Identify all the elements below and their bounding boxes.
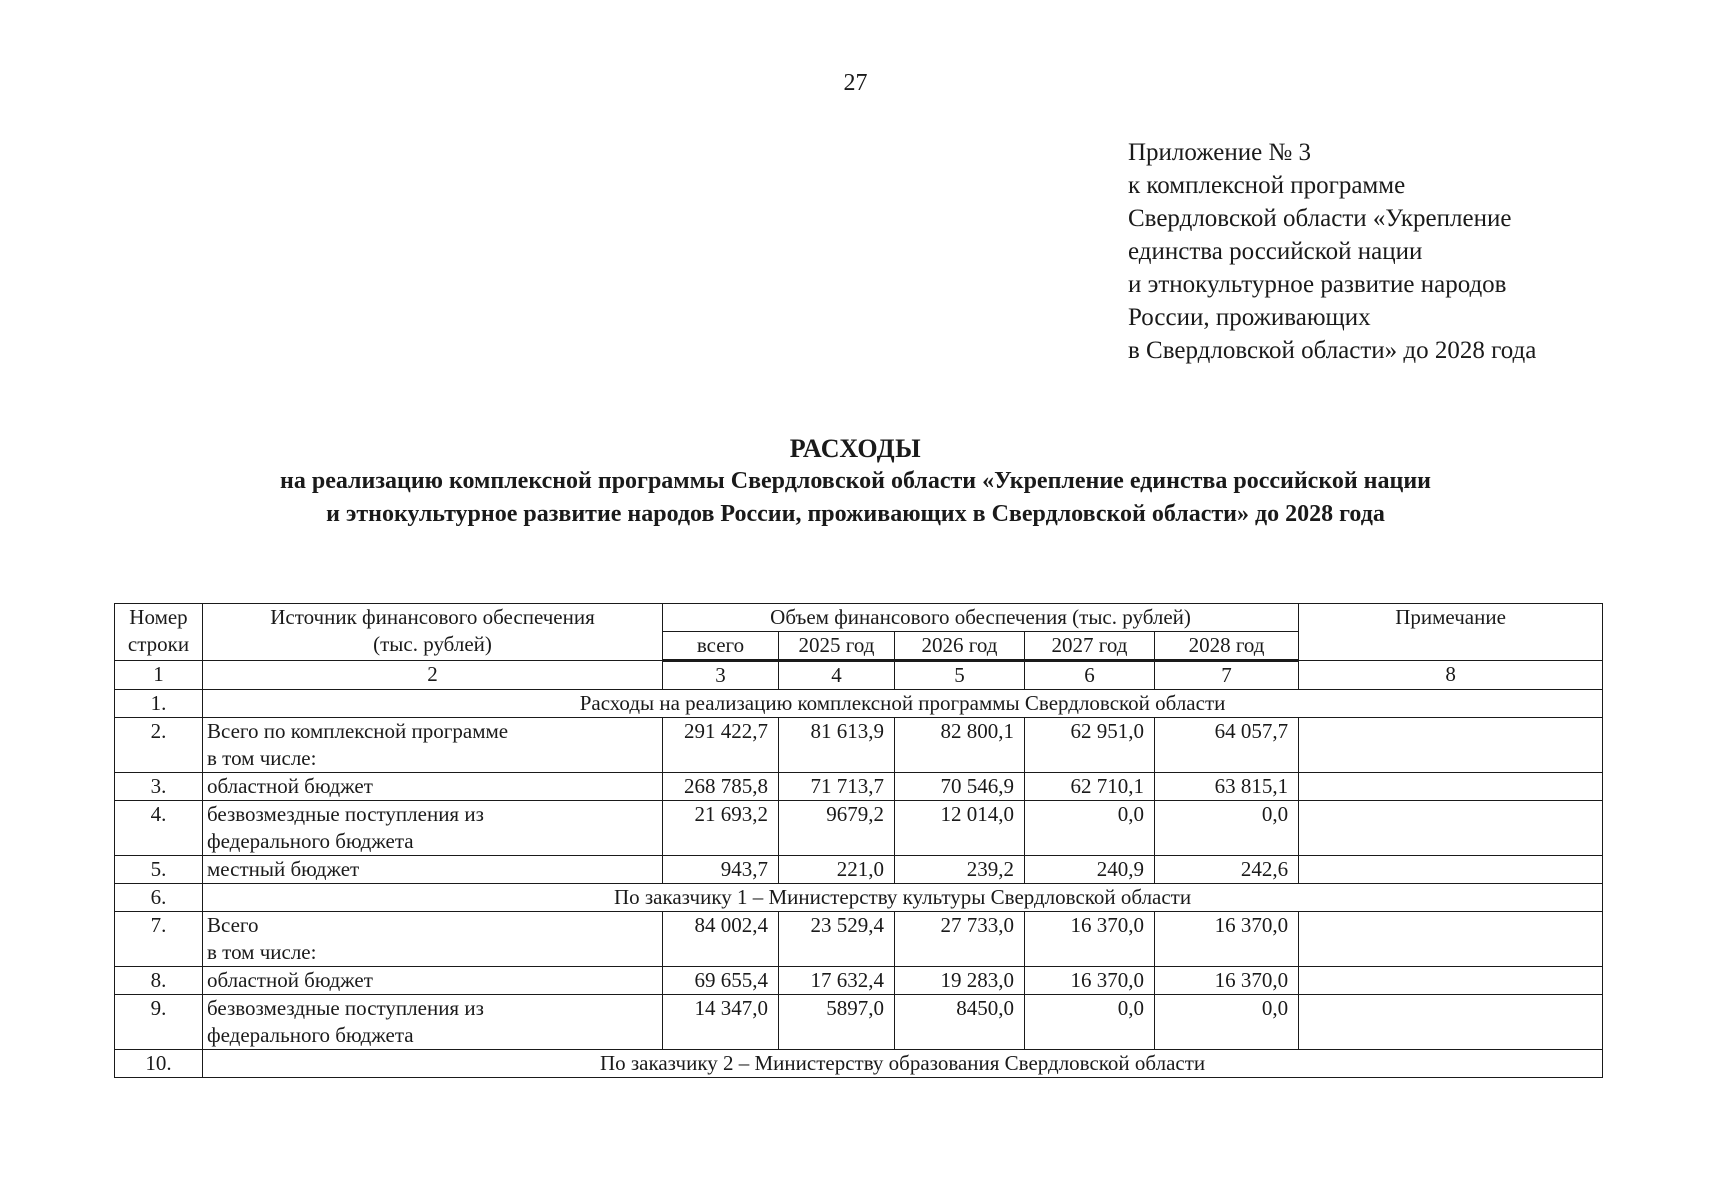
header-volume: Объем финансового обеспечения (тыс. рублей) [663, 604, 1299, 632]
document-title [0, 432, 1711, 531]
section-title: По заказчику 2 – Министерству образования Свердловской области [203, 1050, 1603, 1078]
table-row [115, 801, 1603, 856]
source-line: федерального бюджета [207, 829, 414, 853]
note-cell [1299, 773, 1603, 801]
note-cell [1299, 801, 1603, 856]
note-cell [1299, 718, 1603, 773]
header-note: Примечание [1299, 604, 1603, 661]
value-y2026: 239,2 [895, 856, 1025, 884]
appendix-line: в Свердловской области» до 2028 года [1128, 337, 1537, 364]
header-row-number: Номер строки [115, 604, 203, 661]
row-number: 10. [115, 1050, 203, 1078]
source-line: безвозмездные поступления из [207, 802, 484, 826]
source-line: в том числе: [207, 746, 317, 770]
value-y2028: 16 370,0 [1155, 912, 1299, 967]
source-line: областной бюджет [207, 968, 373, 992]
note-cell [1299, 995, 1603, 1050]
source-line: Всего по комплексной программе [207, 719, 509, 743]
appendix-line: Приложение № 3 [1128, 139, 1312, 166]
section-row [115, 1050, 1603, 1078]
value-y2025: 81 613,9 [779, 718, 895, 773]
value-y2025: 17 632,4 [779, 967, 895, 995]
source-cell [203, 995, 663, 1050]
value-y2025: 221,0 [779, 856, 895, 884]
value-y2026: 27 733,0 [895, 912, 1025, 967]
source-cell [203, 801, 663, 856]
note-cell [1299, 967, 1603, 995]
source-cell [203, 773, 663, 801]
header-row [115, 604, 1603, 632]
header-2025: 2025 год [779, 632, 895, 661]
value-total: 69 655,4 [663, 967, 779, 995]
column-number: 8 [1299, 661, 1603, 690]
row-number: 5. [115, 856, 203, 884]
header-total: всего [663, 632, 779, 661]
source-cell [203, 967, 663, 995]
note-cell [1299, 912, 1603, 967]
row-number: 6. [115, 884, 203, 912]
page-number: 27 [843, 70, 868, 96]
value-total: 84 002,4 [663, 912, 779, 967]
value-y2028: 64 057,7 [1155, 718, 1299, 773]
column-numbers-row [115, 661, 1603, 690]
header-source: Источник финансового обеспечения (тыс. рублей) [203, 604, 663, 661]
value-y2026: 8450,0 [895, 995, 1025, 1050]
column-number: 4 [779, 661, 895, 690]
table-row [115, 856, 1603, 884]
source-cell [203, 856, 663, 884]
section-title: По заказчику 1 – Министерству культуры Свердловской области [203, 884, 1603, 912]
table-row [115, 773, 1603, 801]
title-line: на реализацию комплексной программы Свердловской области «Укрепление единства российской нации [280, 468, 1431, 494]
value-y2027: 0,0 [1025, 801, 1155, 856]
value-total: 21 693,2 [663, 801, 779, 856]
value-y2026: 70 546,9 [895, 773, 1025, 801]
section-title: Расходы на реализацию комплексной программы Свердловской области [203, 690, 1603, 718]
appendix-line: России, проживающих [1128, 304, 1371, 331]
table-row [115, 718, 1603, 773]
source-cell [203, 718, 663, 773]
source-line: в том числе: [207, 940, 317, 964]
appendix-line: единства российской нации [1128, 238, 1423, 265]
row-number: 4. [115, 801, 203, 856]
source-line: безвозмездные поступления из [207, 996, 484, 1020]
column-number: 6 [1025, 661, 1155, 690]
source-line: местный бюджет [207, 857, 360, 881]
table-row [115, 912, 1603, 967]
column-number: 5 [895, 661, 1025, 690]
header-2026: 2026 год [895, 632, 1025, 661]
appendix-line: к комплексной программе [1128, 172, 1406, 199]
column-number: 1 [115, 661, 203, 690]
source-line: Всего [207, 913, 259, 937]
value-y2028: 0,0 [1155, 995, 1299, 1050]
source-cell [203, 912, 663, 967]
value-total: 291 422,7 [663, 718, 779, 773]
value-y2027: 16 370,0 [1025, 967, 1155, 995]
value-y2026: 82 800,1 [895, 718, 1025, 773]
section-row [115, 884, 1603, 912]
value-y2027: 62 710,1 [1025, 773, 1155, 801]
row-number: 3. [115, 773, 203, 801]
title-line: и этнокультурное развитие народов России, проживающих в Свердловской области» до 2028 года [326, 501, 1385, 527]
appendix-line: и этнокультурное развитие народов [1128, 271, 1507, 298]
appendix-block [1128, 136, 1688, 367]
value-y2028: 242,6 [1155, 856, 1299, 884]
value-y2025: 9679,2 [779, 801, 895, 856]
value-y2027: 16 370,0 [1025, 912, 1155, 967]
value-y2027: 240,9 [1025, 856, 1155, 884]
value-y2026: 12 014,0 [895, 801, 1025, 856]
value-y2028: 63 815,1 [1155, 773, 1299, 801]
value-total: 268 785,8 [663, 773, 779, 801]
expenses-table [114, 603, 1603, 1078]
source-line: областной бюджет [207, 774, 373, 798]
value-total: 14 347,0 [663, 995, 779, 1050]
value-y2026: 19 283,0 [895, 967, 1025, 995]
note-cell [1299, 856, 1603, 884]
header-2027: 2027 год [1025, 632, 1155, 661]
appendix-line: Свердловской области «Укрепление [1128, 205, 1512, 232]
value-total: 943,7 [663, 856, 779, 884]
header-2028: 2028 год [1155, 632, 1299, 661]
value-y2027: 62 951,0 [1025, 718, 1155, 773]
value-y2025: 71 713,7 [779, 773, 895, 801]
source-line: федерального бюджета [207, 1023, 414, 1047]
row-number: 1. [115, 690, 203, 718]
table-row [115, 995, 1603, 1050]
title-main: РАСХОДЫ [789, 434, 922, 463]
column-number: 2 [203, 661, 663, 690]
section-row [115, 690, 1603, 718]
value-y2025: 23 529,4 [779, 912, 895, 967]
value-y2028: 0,0 [1155, 801, 1299, 856]
row-number: 2. [115, 718, 203, 773]
row-number: 7. [115, 912, 203, 967]
value-y2028: 16 370,0 [1155, 967, 1299, 995]
column-number: 7 [1155, 661, 1299, 690]
row-number: 9. [115, 995, 203, 1050]
value-y2027: 0,0 [1025, 995, 1155, 1050]
column-number: 3 [663, 661, 779, 690]
value-y2025: 5897,0 [779, 995, 895, 1050]
table-row [115, 967, 1603, 995]
row-number: 8. [115, 967, 203, 995]
